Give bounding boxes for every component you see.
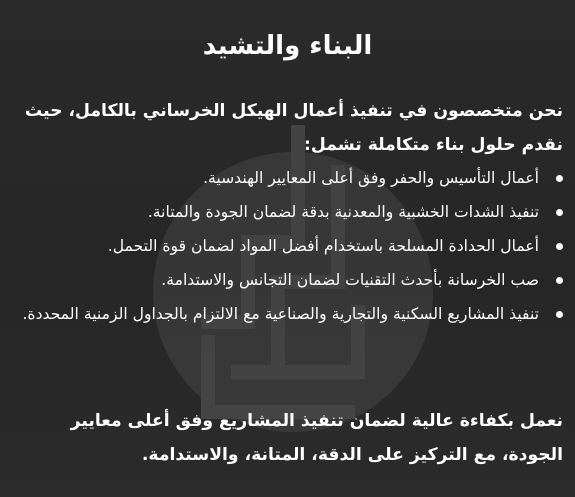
closing-paragraph: نعمل بكفاءة عالية لضمان تنفيذ المشاريع وفق أعلى معايير الجودة، مع التركيز على الدقة، المتانة، والاستدامة. <box>70 411 563 465</box>
services-list <box>12 161 539 331</box>
list-item: أعمال الحدادة المسلحة باستخدام أفضل المواد لضمان قوة التحمل. <box>12 229 539 263</box>
list-item: أعمال التأسيس والحفر وفق أعلى المعايير الهندسية. <box>12 161 539 195</box>
intro-paragraph: نحن متخصصون في تنفيذ أعمال الهيكل الخرساني بالكامل، حيث نقدم حلول بناء متكاملة تشمل: <box>24 101 563 155</box>
list-item: تنفيذ الشدات الخشبية والمعدنية بدقة لضمان الجودة والمتانة. <box>12 195 539 229</box>
section-title: البناء والتشيد <box>202 31 373 61</box>
list-item: صب الخرسانة بأحدث التقنيات لضمان التجانس والاستدامة. <box>12 263 539 297</box>
list-item: تنفيذ المشاريع السكنية والتجارية والصناعية مع الالتزام بالجداول الزمنية المحددة. <box>12 297 539 331</box>
